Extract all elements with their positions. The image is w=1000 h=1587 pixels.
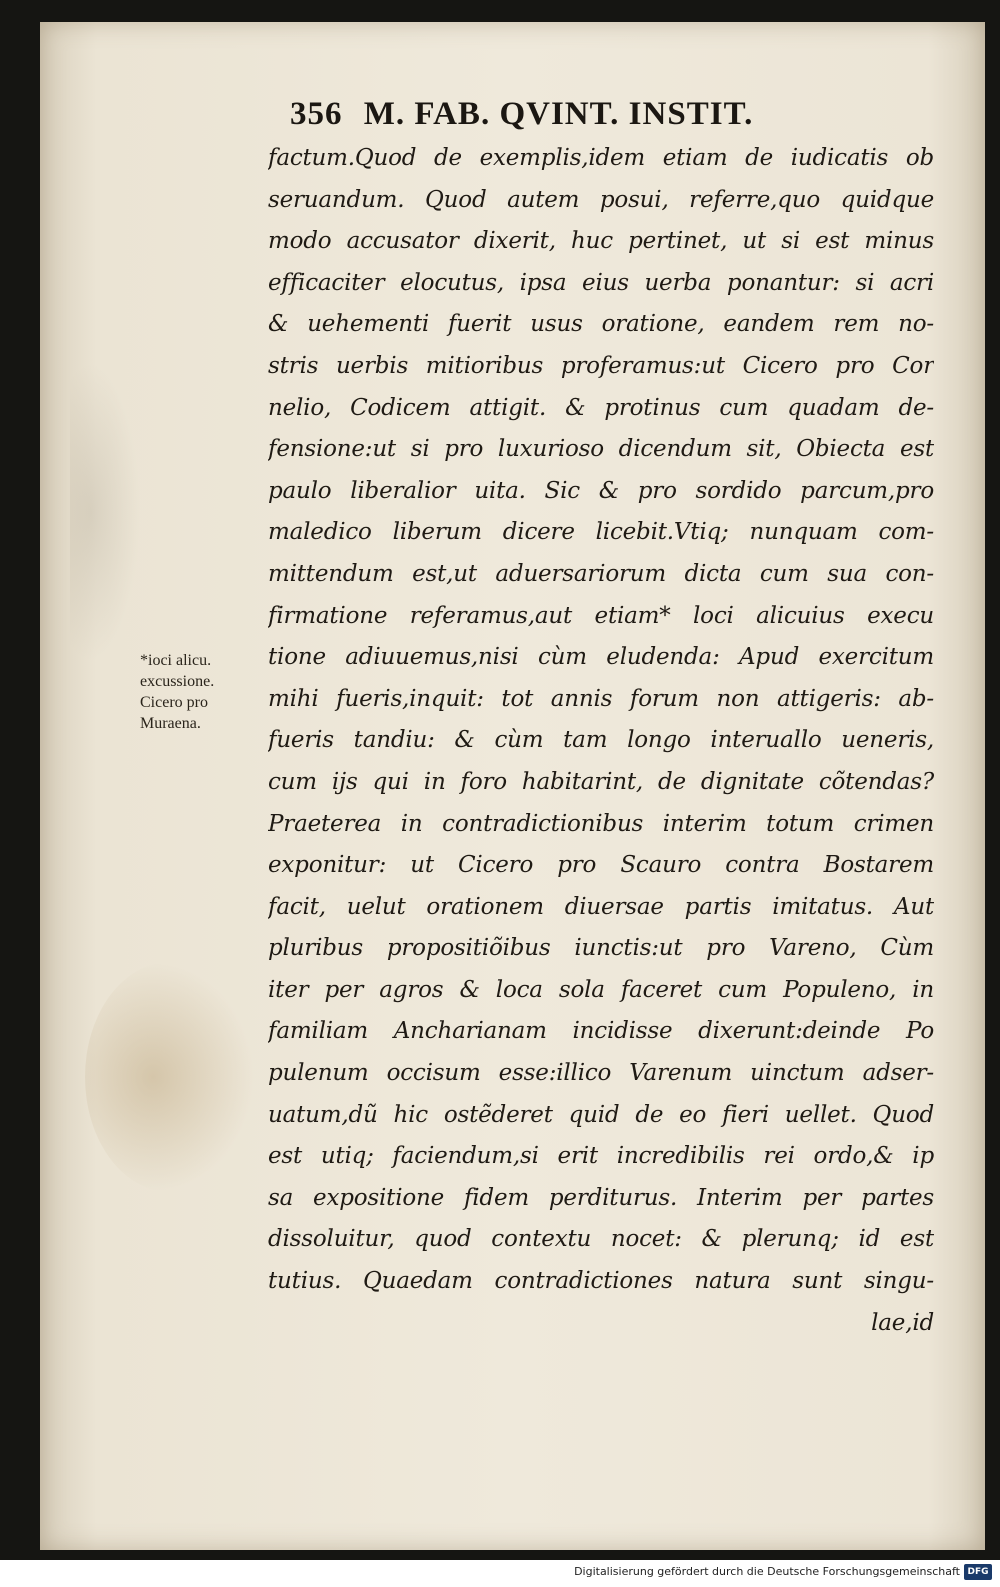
footer-bar — [0, 1560, 1000, 1587]
text-line: facit, uelut orationem diuersae partis imitatus. Aut — [268, 893, 934, 920]
marginal-note-line: excussione. — [140, 673, 215, 690]
text-line: sa expositione fidem perditurus. Interim per partes — [268, 1184, 934, 1211]
text-line: paulo liberalior uita. Sic & pro sordido parcum,pro — [268, 477, 934, 504]
marginal-note — [140, 650, 270, 734]
text-line: stris uerbis mitioribus proferamus:ut Cicero pro Cor — [268, 352, 934, 379]
text-line: cum ijs qui in foro habitarint, de dignitate cõtendas? — [268, 768, 934, 795]
text-line: maledico liberum dicere licebit.Vtiq; nunquam com- — [268, 519, 934, 546]
marginal-note-line: Cicero pro — [140, 694, 208, 711]
text-line: dissoluitur, quod contextu nocet: & plerunq; id est — [268, 1226, 934, 1253]
text-line: fueris tandiu: & cùm tam longo interuallo ueneris, — [268, 727, 934, 754]
text-line: pluribus propositiõibus iunctis:ut pro Vareno, Cùm — [268, 935, 934, 962]
text-line: Praeterea in contradictionibus interim totum crimen — [268, 810, 934, 837]
text-line: uatum,dũ hic ostẽderet quid de eo fieri uellet. Quod — [268, 1101, 934, 1128]
text-line: modo accusator dixerit, huc pertinet, ut si est minus — [268, 228, 934, 255]
text-line: est utiq; faciendum,si erit incredibilis rei ordo,& ip — [268, 1143, 934, 1170]
funding-credit: Digitalisierung gefördert durch die Deutsche Forschungsgemeinschaft — [574, 1565, 960, 1578]
text-line: factum.Quod de exemplis,idem etiam de iudicatis ob — [268, 145, 934, 171]
text-line: tione adiuuemus,nisi cùm eludenda: Apud exercitum — [268, 644, 934, 671]
text-line: mihi fueris,inquit: tot annis forum non attigeris: ab- — [268, 685, 934, 712]
marginal-note-line: Muraena. — [140, 715, 201, 732]
text-line: familiam Ancharianam incidisse dixerunt:deinde Po — [268, 1018, 934, 1045]
body-text — [268, 138, 934, 1344]
marginal-note-line: *ioci alicu. — [140, 652, 212, 669]
running-title: M. FAB. QVINT. INSTIT. — [363, 96, 754, 132]
text-line: seruandum. Quod autem posui, referre,quo quidque — [268, 186, 934, 213]
text-line: exponitur: ut Cicero pro Scauro contra Bostarem — [268, 852, 934, 879]
text-line: pulenum occisum esse:illico Varenum uinctum adser- — [268, 1060, 934, 1087]
dfg-logo: DFG — [964, 1564, 992, 1580]
page-number: 356 — [290, 96, 343, 132]
running-head — [290, 96, 890, 140]
text-line: tutius. Quaedam contradictiones natura sunt singu- — [268, 1268, 934, 1295]
text-line: fensione:ut si pro luxurioso dicendum sit, Obiecta est — [268, 436, 934, 463]
text-line-catchword: lae,id — [871, 1309, 934, 1336]
text-line: firmatione referamus,aut etiam* loci alicuius execu — [268, 602, 934, 629]
text-line: efficaciter elocutus, ipsa eius uerba ponantur: si acri — [268, 269, 934, 296]
text-line: iter per agros & loca sola faceret cum Populeno, in — [268, 976, 934, 1003]
text-line: & uehementi fuerit usus oratione, eandem rem no- — [268, 311, 934, 338]
text-line: nelio, Codicem attigit. & protinus cum quadam de- — [268, 394, 934, 421]
page-stain — [85, 962, 255, 1192]
page-shadow — [70, 362, 140, 662]
text-line: mittendum est,ut aduersariorum dicta cum sua con- — [268, 560, 934, 587]
